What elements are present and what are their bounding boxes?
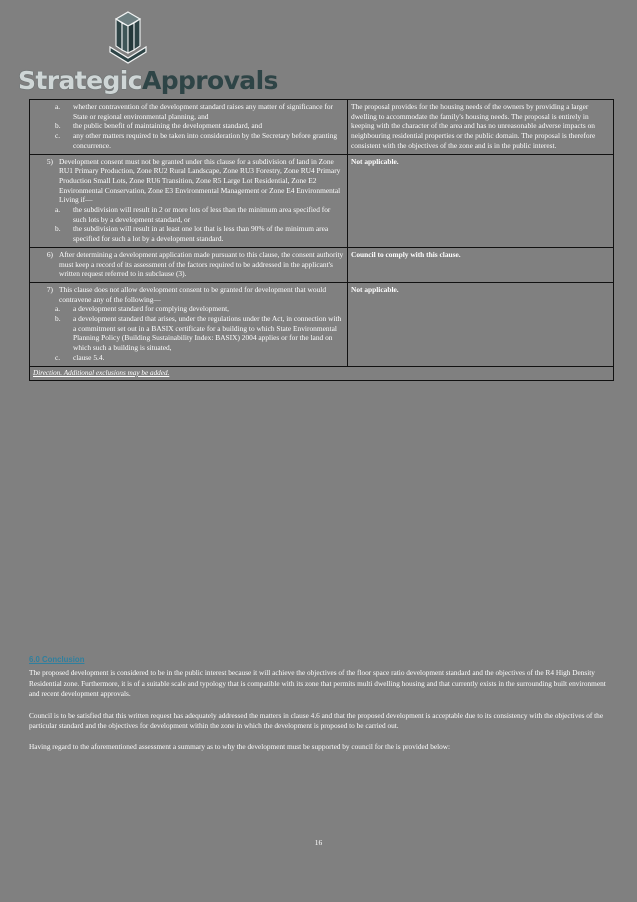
clause-cell [30,100,348,155]
table-note-text: Direction. Additional exclusions may be added. [33,368,170,377]
section-heading: 6.0 Conclusion [29,655,85,664]
list-item [33,314,344,353]
sub-clause-letter: b. [55,314,61,324]
sub-clause-text: the public benefit of maintaining the development standard, and [73,121,263,131]
list-item [33,131,344,150]
building-logo-icon [96,10,160,66]
list-item [33,353,344,363]
sub-clause-letter: b. [55,224,61,234]
table-row [30,282,614,366]
sub-clause-letter: c. [55,352,61,362]
sub-clause-letter: a. [55,205,61,215]
response-text: Not applicable. [351,156,399,166]
response-cell [348,282,614,366]
list-item [33,102,344,121]
response-cell [348,154,614,247]
brand-word-two: Approvals [141,66,278,95]
sub-clause-letter: a. [55,102,61,111]
response-text: The proposal provides for the housing needs of the owners by providing a larger dwelling to accommodate the family's housing needs. The proposal is entirely in keeping with the character of the area and has no unreasonable adverse impacts on neighbouring residential properties or the public domain. The proposal is therefore consistent with the objectives of the zone and is in the public interest. [351,102,596,150]
response-text: Council to comply with this clause. [351,249,461,259]
response-text: Not applicable. [351,284,399,294]
sub-clause-text: a development standard that arises, under the regulations under the Act, in connection with a commitment set out in a BASIX certificate for a building to which State Environmental Planning Policy (Building Sustainability Index: BASIX) 2004 applies or for the land on which such a building is situated, [73,314,342,353]
clause-text: Development consent must not be granted under this clause for a subdivision of land in Zone RU1 Primary Production, Zone RU2 Rural Landscape, Zone RU3 Forestry, Zone RU4 Primary Production Small Lots, Zone RU6 Transition, Zone R5 Large Lot Residential, Zone E2 Environmental Conservation, Zone E3 Environmental Management or Zone E4 Environmental Living if— [59,156,341,205]
clause-text: After determining a development application made pursuant to this clause, the consent authority must keep a record of its assessment of the factors required to be addressed in the applicant's written request referred to in subclause (3). [59,249,344,279]
sub-clause-letter: b. [55,121,61,131]
brand-word-one: Strategic [18,66,142,95]
sub-clause-text: whether contravention of the development standard raises any matter of significance for State or regional environmental planning, and [73,102,334,121]
conclusion-paragraph-2: Council is to be satisfied that this written request has adequately addressed the matters in clause 4.6 and that the proposed development is acceptable due to its consistency with the objectives of the particular standard and the objectives for development within the zone in which the development is proposed to be carried out. [29,710,604,731]
table-row [30,100,614,155]
sub-clause-letter: c. [55,131,61,141]
clause-number: 5) [46,156,53,166]
response-cell [348,247,614,282]
clause-number: 6) [46,249,53,259]
clause-cell [30,154,348,247]
conclusion-paragraph-1: The proposed development is considered to be in the public interest because it will achieve the objectives of the floor space ratio development standard and the objectives of the R4 High Density Residential zone. Furthermore, it is of a suitable scale and typology that is compatible with its zone that permits multi dwelling housing and that currently exists in the surrounding built environment and recent development approvals. [29,668,606,699]
clause-block [33,250,344,279]
brand-wordmark [18,66,278,98]
list-item [33,205,344,224]
sub-clause-list [33,304,344,362]
clause-block [33,157,344,206]
clause-cell [30,282,348,366]
table-note-row [30,366,614,381]
sub-clause-text: the subdivision will result in at least one lot that is less than 90% of the minimum area specified for such a lot by a development standard. [73,224,329,244]
table-note-cell [30,366,614,381]
sub-clause-list [33,102,344,151]
sub-clause-text: a development standard for complying development, [73,304,229,314]
page-number: 16 [314,838,323,847]
list-item [33,121,344,131]
table-row [30,154,614,247]
sub-clause-list [33,205,344,244]
brand-logo [18,8,278,100]
clause-number: 7) [46,284,53,294]
sub-clause-text: clause 5.4. [73,352,105,362]
response-cell [348,100,614,155]
conclusion-section [29,655,607,764]
conclusion-paragraph-3: Having regard to the aforementioned assessment a summary as to why the development must be supported by council for the is provided below: [29,742,451,752]
sub-clause-text: any other matters required to be taken into consideration by the Secretary before granting concurrence. [73,131,338,150]
clause-block [33,285,344,304]
sub-clause-letter: a. [55,304,61,314]
list-item [33,304,344,314]
list-item [33,224,344,243]
clause-cell [30,247,348,282]
clause-assessment-table [29,99,614,381]
clause-text: This clause does not allow development consent to be granted for development that would contravene any of the following— [59,284,327,304]
sub-clause-text: the subdivision will result in 2 or more lots of less than the minimum area specified for such lots by a development standard, or [73,205,331,224]
table-row [30,247,614,282]
